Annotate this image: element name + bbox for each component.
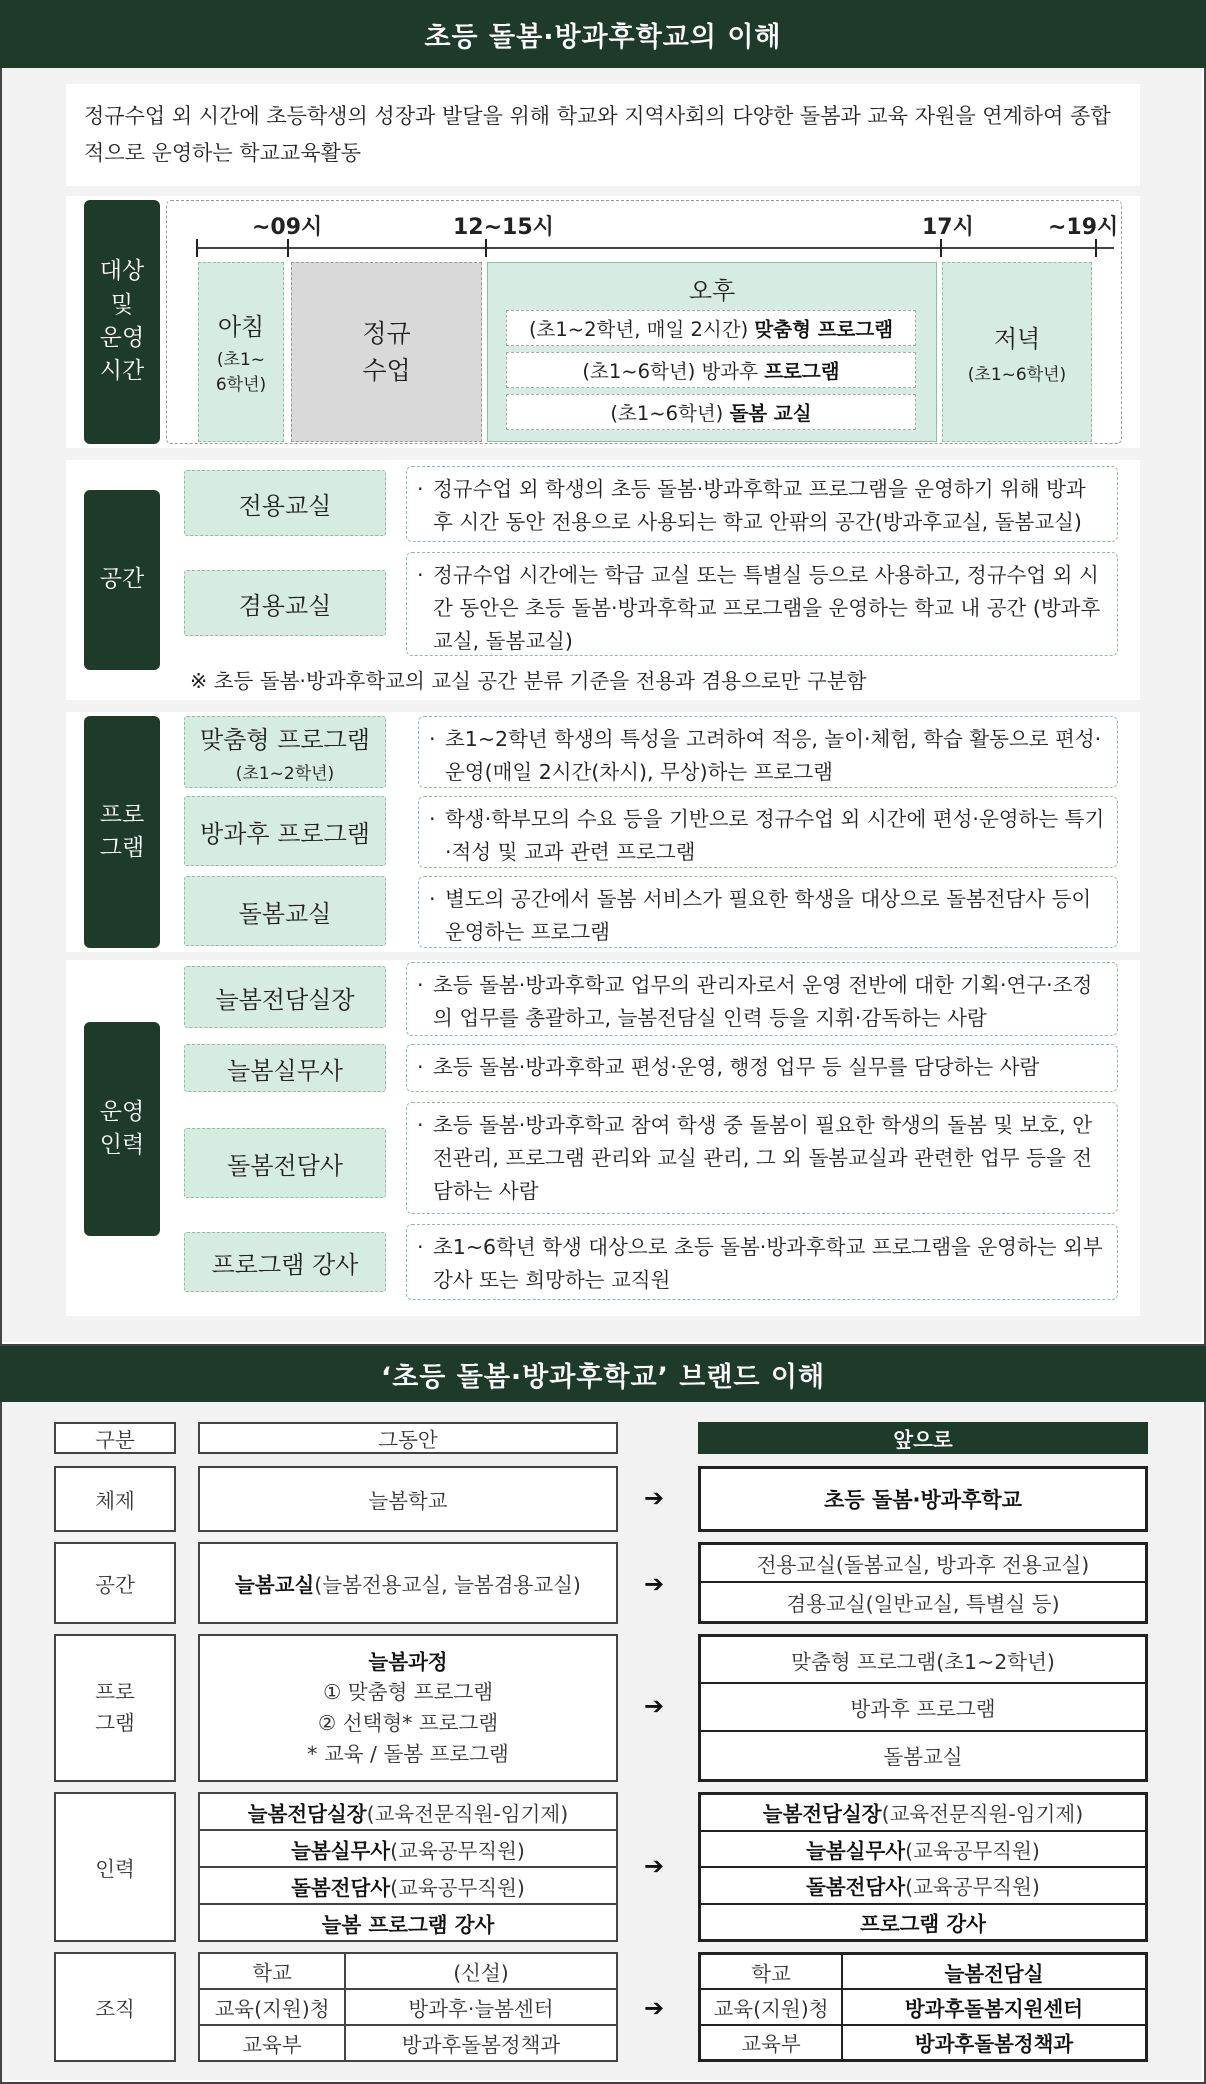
space-category: 공간 [84, 490, 160, 670]
space-label-shared [184, 570, 386, 636]
space-label-text: 겸용교실 [238, 591, 332, 620]
staff-label-text: 돌봄전담사 [227, 1151, 343, 1180]
org-level: 교육부 [701, 2026, 843, 2059]
org-after-row [701, 2026, 1145, 2059]
header-before: 그동안 [198, 1422, 618, 1454]
bottom-title-bar [0, 1346, 1206, 1402]
row-label-staff: 인력 [54, 1792, 176, 1942]
staff-after-bold: 늘봄전담실장 [762, 1802, 882, 1827]
staff-after-bold: 프로그램 강사 [860, 1911, 986, 1936]
program-category: 프로 그램 [84, 716, 160, 948]
afternoon-row-plain: (초1~2학년, 매일 2시간) [528, 318, 755, 341]
time-label: 12~15시 [453, 215, 554, 240]
org-before-row [200, 1954, 616, 1990]
evening-box [942, 262, 1092, 442]
staff-desc-director: · 초등 돌봄·방과후학교 업무의 관리자로서 운영 전반에 대한 기획·연구·조정의 업무를 총괄하고, 늘봄전담실 인력 등을 지휘·감독하는 사람 [406, 962, 1118, 1036]
program-after-item: 방과후 프로그램 [701, 1684, 1145, 1731]
staff-after-plain: (교육전문직원-임기제) [881, 1802, 1084, 1827]
arrow-icon: ➔ [644, 1994, 665, 2022]
org-unit: (신설) [453, 1961, 509, 1985]
time-label: ~09시 [252, 215, 323, 240]
row-label-system: 체제 [54, 1466, 176, 1532]
afternoon-row-plain: (초1~6학년) [610, 402, 730, 425]
space-after [698, 1542, 1148, 1624]
staff-after [698, 1792, 1148, 1942]
afternoon-row-custom [506, 310, 916, 346]
staff-label-text: 늘봄실무사 [227, 1056, 343, 1085]
staff-after-plain: (교육공무직원) [905, 1875, 1040, 1900]
staff-before-item [200, 1905, 616, 1940]
space-label-text: 전용교실 [238, 491, 332, 520]
time-label: ~19시 [1048, 215, 1119, 240]
program-desc-text: 별도의 공간에서 돌봄 서비스가 필요한 학생을 대상으로 돌봄전담사 등이 운영하는 프로그램 [445, 887, 1092, 944]
timeline-tick [485, 239, 487, 257]
org-after [698, 1952, 1148, 2062]
program-label-text: 맞춤형 프로그램 [200, 726, 370, 754]
staff-before-bold: 돌봄전담사 [291, 1875, 391, 1900]
program-before-title: 늘봄과정 [368, 1649, 448, 1674]
afternoon-row-afterschool [506, 352, 916, 388]
staff-after-item [701, 1905, 1145, 1940]
program-desc-custom: · 초1~2학년 학생의 특성을 고려하여 적응, 놀이·체험, 학습 활동으로 편성·운영(매일 2시간(차시), 무상)하는 프로그램 [418, 716, 1118, 788]
morning-box [198, 262, 284, 442]
space-before-bold: 늘봄교실 [235, 1573, 315, 1597]
row-label-program: 프로 그램 [54, 1634, 176, 1782]
program-label-custom [184, 716, 386, 788]
staff-label-text: 프로그램 강사 [211, 1250, 359, 1279]
staff-before-plain: (교육공무직원) [390, 1838, 525, 1863]
staff-before-item [200, 1868, 616, 1905]
definition-text: 정규수업 외 시간에 초등학생의 성장과 발달을 위해 학교와 지역사회의 다양한 돌봄과 교육 자원을 연계하여 종합적으로 운영하는 학교교육활동 [84, 104, 1111, 165]
space-desc-text: 정규수업 외 학생의 초등 돌봄·방과후학교 프로그램을 운영하기 위해 방과 후 시간 동안 전용으로 사용되는 학교 안팎의 공간(방과후교실, 돌봄교실) [433, 477, 1086, 534]
afternoon-row-bold: 돌봄 교실 [729, 402, 812, 425]
program-desc-text: 초1~2학년 학생의 특성을 고려하여 적응, 놀이·체험, 학습 활동으로 편성·운영(매일 2시간(차시), 무상)하는 프로그램 [445, 727, 1102, 784]
org-level: 학교 [200, 1954, 346, 1988]
afternoon-label: 오후 [688, 277, 736, 305]
staff-desc-text: 초등 돌봄·방과후학교 업무의 관리자로서 운영 전반에 대한 기획·연구·조정의 업무를 총괄하고, 늘봄전담실 인력 등을 지휘·감독하는 사람 [433, 973, 1093, 1030]
morning-sub: (초1~ 6학년) [215, 349, 267, 395]
staff-before-bold: 늘봄실무사 [291, 1838, 391, 1863]
top-title: 초등 돌봄·방과후학교의 이해 [424, 21, 782, 53]
space-desc-text: 정규수업 시간에는 학급 교실 또는 특별실 등으로 사용하고, 정규수업 외 시간 동안은 초등 돌봄·방과후학교 프로그램을 운영하는 학교 내 공간 (방과후교실, 돌봄교실) [433, 563, 1101, 653]
arrow-icon: ➔ [644, 1692, 665, 1720]
staff-desc-text: 초등 돌봄·방과후학교 참여 학생 중 돌봄이 필요한 학생의 돌봄 및 보호, 안전관리, 프로그램 관리와 교실 관리, 그 외 돌봄교실과 관련한 업무 등을 전담하는 사람 [433, 1113, 1092, 1203]
staff-after-plain: (교육공무직원) [905, 1838, 1040, 1863]
timeline-tick [196, 239, 198, 257]
staff-before-plain: (교육전문직원-임기제) [366, 1801, 569, 1826]
morning-label: 아침 [217, 312, 265, 341]
timeline-tick [940, 239, 942, 257]
timeline-axis [196, 247, 1114, 249]
bottom-title: ‘초등 돌봄·방과후학교’ 브랜드 이해 [380, 1361, 826, 1393]
staff-before [198, 1792, 618, 1942]
afternoon-row-care [506, 394, 916, 430]
program-desc-text: 학생·학부모의 수요 등을 기반으로 정규수업 외 시간에 편성·운영하는 특기·적성 및 교과 관련 프로그램 [445, 807, 1105, 864]
org-before [198, 1952, 618, 2062]
arrow-icon: ➔ [644, 1484, 665, 1512]
program-before [198, 1634, 618, 1782]
program-before-item: ② 선택형* 프로그램 [317, 1711, 499, 1735]
staff-after-bold: 늘봄실무사 [806, 1838, 906, 1863]
org-level: 교육부 [200, 2026, 346, 2060]
system-after: 초등 돌봄·방과후학교 [698, 1466, 1148, 1532]
org-unit: 방과후돌봄정책과 [914, 2032, 1074, 2057]
org-after-row [701, 1990, 1145, 2025]
program-after [698, 1634, 1148, 1782]
program-before-item: ① 맞춤형 프로그램 [322, 1680, 494, 1705]
space-before [198, 1542, 618, 1624]
staff-desc-admin: · 초등 돌봄·방과후학교 편성·운영, 행정 업무 등 실무를 담당하는 사람 [406, 1044, 1118, 1092]
program-desc-care: · 별도의 공간에서 돌봄 서비스가 필요한 학생을 대상으로 돌봄전담사 등이 운영하는 프로그램 [418, 876, 1118, 948]
row-label-space: 공간 [54, 1542, 176, 1624]
staff-after-item [701, 1795, 1145, 1832]
space-note: ※ 초등 돌봄·방과후학교의 교실 공간 분류 기준을 전용과 겸용으로만 구분함 [190, 669, 867, 693]
program-label-care [184, 876, 386, 946]
staff-before-plain: (교육공무직원) [390, 1875, 525, 1900]
staff-before-item [200, 1794, 616, 1831]
program-after-item: 돌봄교실 [883, 1745, 963, 1770]
org-before-row [200, 1990, 616, 2026]
staff-category: 운영 인력 [84, 1022, 160, 1236]
staff-desc-caregiver: · 초등 돌봄·방과후학교 참여 학생 중 돌봄이 필요한 학생의 돌봄 및 보호, 안전관리, 프로그램 관리와 교실 관리, 그 외 돌봄교실과 관련한 업무 등을 전담하는 사람 [406, 1102, 1118, 1214]
staff-desc-instructor: · 초1~6학년 학생 대상으로 초등 돌봄·방과후학교 프로그램을 운영하는 외부강사 또는 희망하는 교직원 [406, 1224, 1118, 1300]
evening-label: 저녁 [993, 325, 1041, 353]
org-unit: 방과후·늘봄센터 [408, 1997, 554, 2021]
timeline-tick [1095, 239, 1097, 257]
staff-label-text: 늘봄전담실장 [215, 985, 355, 1014]
program-after-item: 맞춤형 프로그램(초1~2학년) [701, 1637, 1145, 1684]
system-before: 늘봄학교 [198, 1466, 618, 1532]
space-desc-shared: · 정규수업 시간에는 학급 교실 또는 특별실 등으로 사용하고, 정규수업 외 시간 동안은 초등 돌봄·방과후학교 프로그램을 운영하는 학교 내 공간 (방과후교실, 돌봄교실) [406, 552, 1118, 656]
program-label-afterschool [184, 796, 386, 866]
org-before-row [200, 2026, 616, 2060]
space-before-plain: (늘봄전용교실, 늘봄겸용교실) [314, 1573, 581, 1597]
afternoon-row-bold: 맞춤형 프로그램 [754, 318, 894, 341]
evening-sub: (초1~6학년) [967, 365, 1067, 385]
org-level: 교육(지원)청 [200, 1990, 346, 2024]
org-unit: 방과후돌봄정책과 [401, 2033, 561, 2057]
time-label: 17시 [922, 215, 974, 240]
program-desc-afterschool: · 학생·학부모의 수요 등을 기반으로 정규수업 외 시간에 편성·운영하는 특기·적성 및 교과 관련 프로그램 [418, 796, 1118, 868]
program-label-text: 방과후 프로그램 [200, 819, 370, 848]
staff-before-bold: 늘봄전담실장 [247, 1801, 367, 1826]
arrow-icon: ➔ [644, 1852, 665, 1880]
staff-desc-text: 초등 돌봄·방과후학교 편성·운영, 행정 업무 등 실무를 담당하는 사람 [433, 1055, 1040, 1079]
staff-desc-text: 초1~6학년 학생 대상으로 초등 돌봄·방과후학교 프로그램을 운영하는 외부강사 또는 희망하는 교직원 [433, 1235, 1103, 1292]
staff-after-bold: 돌봄전담사 [806, 1875, 906, 1900]
staff-label-admin [184, 1044, 386, 1092]
org-unit: 늘봄전담실 [944, 1961, 1044, 1986]
org-unit: 방과후돌봄지원센터 [904, 1996, 1084, 2021]
arrow-icon: ➔ [644, 1570, 665, 1598]
staff-label-caregiver [184, 1128, 386, 1198]
schedule-category: 대상 및 운영 시간 [84, 200, 160, 444]
program-before-item: * 교육 / 돌봄 프로그램 [307, 1741, 509, 1766]
org-level: 교육(지원)청 [701, 1990, 843, 2023]
top-title-bar [0, 0, 1206, 68]
staff-label-director [184, 966, 386, 1028]
header-category: 구분 [54, 1422, 176, 1454]
space-desc-dedicated: · 정규수업 외 학생의 초등 돌봄·방과후학교 프로그램을 운영하기 위해 방과 후 시간 동안 전용으로 사용되는 학교 안팎의 공간(방과후교실, 돌봄교실) [406, 466, 1118, 542]
space-after-item: 겸용교실(일반교실, 특별실 등) [786, 1592, 1060, 1616]
program-label-text: 돌봄교실 [238, 899, 332, 928]
org-level: 학교 [701, 1955, 843, 1988]
staff-after-item [701, 1868, 1145, 1905]
regular-class-box [291, 262, 482, 442]
row-label-org: 조직 [54, 1952, 176, 2062]
header-after: 앞으로 [698, 1422, 1148, 1454]
definition-panel [66, 84, 1140, 186]
space-after-item: 전용교실(돌봄교실, 방과후 전용교실) [701, 1545, 1145, 1583]
staff-before-item [200, 1831, 616, 1868]
staff-label-instructor [184, 1232, 386, 1292]
timeline-tick [287, 239, 289, 257]
program-label-sub: (초1~2학년) [235, 764, 335, 784]
staff-before-bold: 늘봄 프로그램 강사 [321, 1912, 495, 1937]
afternoon-row-plain: (초1~6학년) 방과후 [582, 360, 765, 383]
org-after-row [701, 1955, 1145, 1990]
staff-after-item [701, 1832, 1145, 1869]
afternoon-row-bold: 프로그램 [764, 360, 840, 383]
space-label-dedicated [184, 470, 386, 536]
regular-class-label: 정규 수업 [362, 318, 411, 385]
